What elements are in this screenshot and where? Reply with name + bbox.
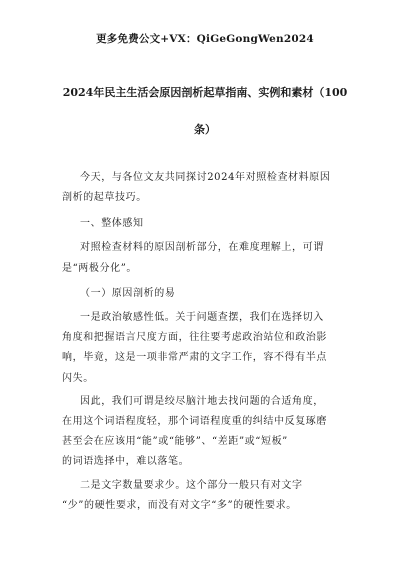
body-line: 闪失。 bbox=[62, 373, 94, 384]
document-title-line-2: 条） bbox=[194, 123, 216, 136]
body-line: 角度和把握语言尺度方面，往往要考虑政治站位和政治影 bbox=[62, 332, 327, 343]
body-line: 响，毕竟，这是一项非常严肃的文字工作，容不得有半点 bbox=[62, 352, 327, 363]
body-line: 甚至会在应该用“能”或“能够”、“差距”或“短板” bbox=[62, 436, 288, 447]
body-line: 剖析的起草技巧。 bbox=[62, 192, 147, 203]
body-line: 因此，我们可谓是绞尽脑汁地去找问题的合适角度， bbox=[80, 396, 324, 407]
document-header: 更多免费公文+VX：QiGeGongWen2024 bbox=[96, 33, 314, 45]
section-heading: 一、整体感知 bbox=[80, 218, 144, 229]
body-line: “少”的硬性要求，而没有对文字“多”的硬性要求。 bbox=[62, 500, 297, 511]
body-line: 的词语选择中，难以落笔。 bbox=[62, 456, 190, 467]
body-line: 在用这个词语程度轻，那个词语程度重的纠结中反复琢磨 bbox=[62, 416, 327, 427]
document-title-line-1: 2024年民主生活会原因剖析起草指南、实例和素材（100 bbox=[62, 86, 348, 99]
body-line: 今天，与各位文友共同探讨2024年对照检查材料原因 bbox=[80, 172, 331, 183]
body-line: 二是文字数量要求少。这个部分一般只有对文字 bbox=[80, 480, 303, 491]
body-line: 是“两极分化”。 bbox=[62, 263, 138, 274]
subsection-heading: （一）原因剖析的易 bbox=[80, 288, 176, 299]
body-line: 一是政治敏感性低。关于问题查摆，我们在选择切入 bbox=[80, 312, 324, 323]
body-line: 对照检查材料的原因剖析部分，在难度理解上，可谓 bbox=[80, 242, 324, 253]
